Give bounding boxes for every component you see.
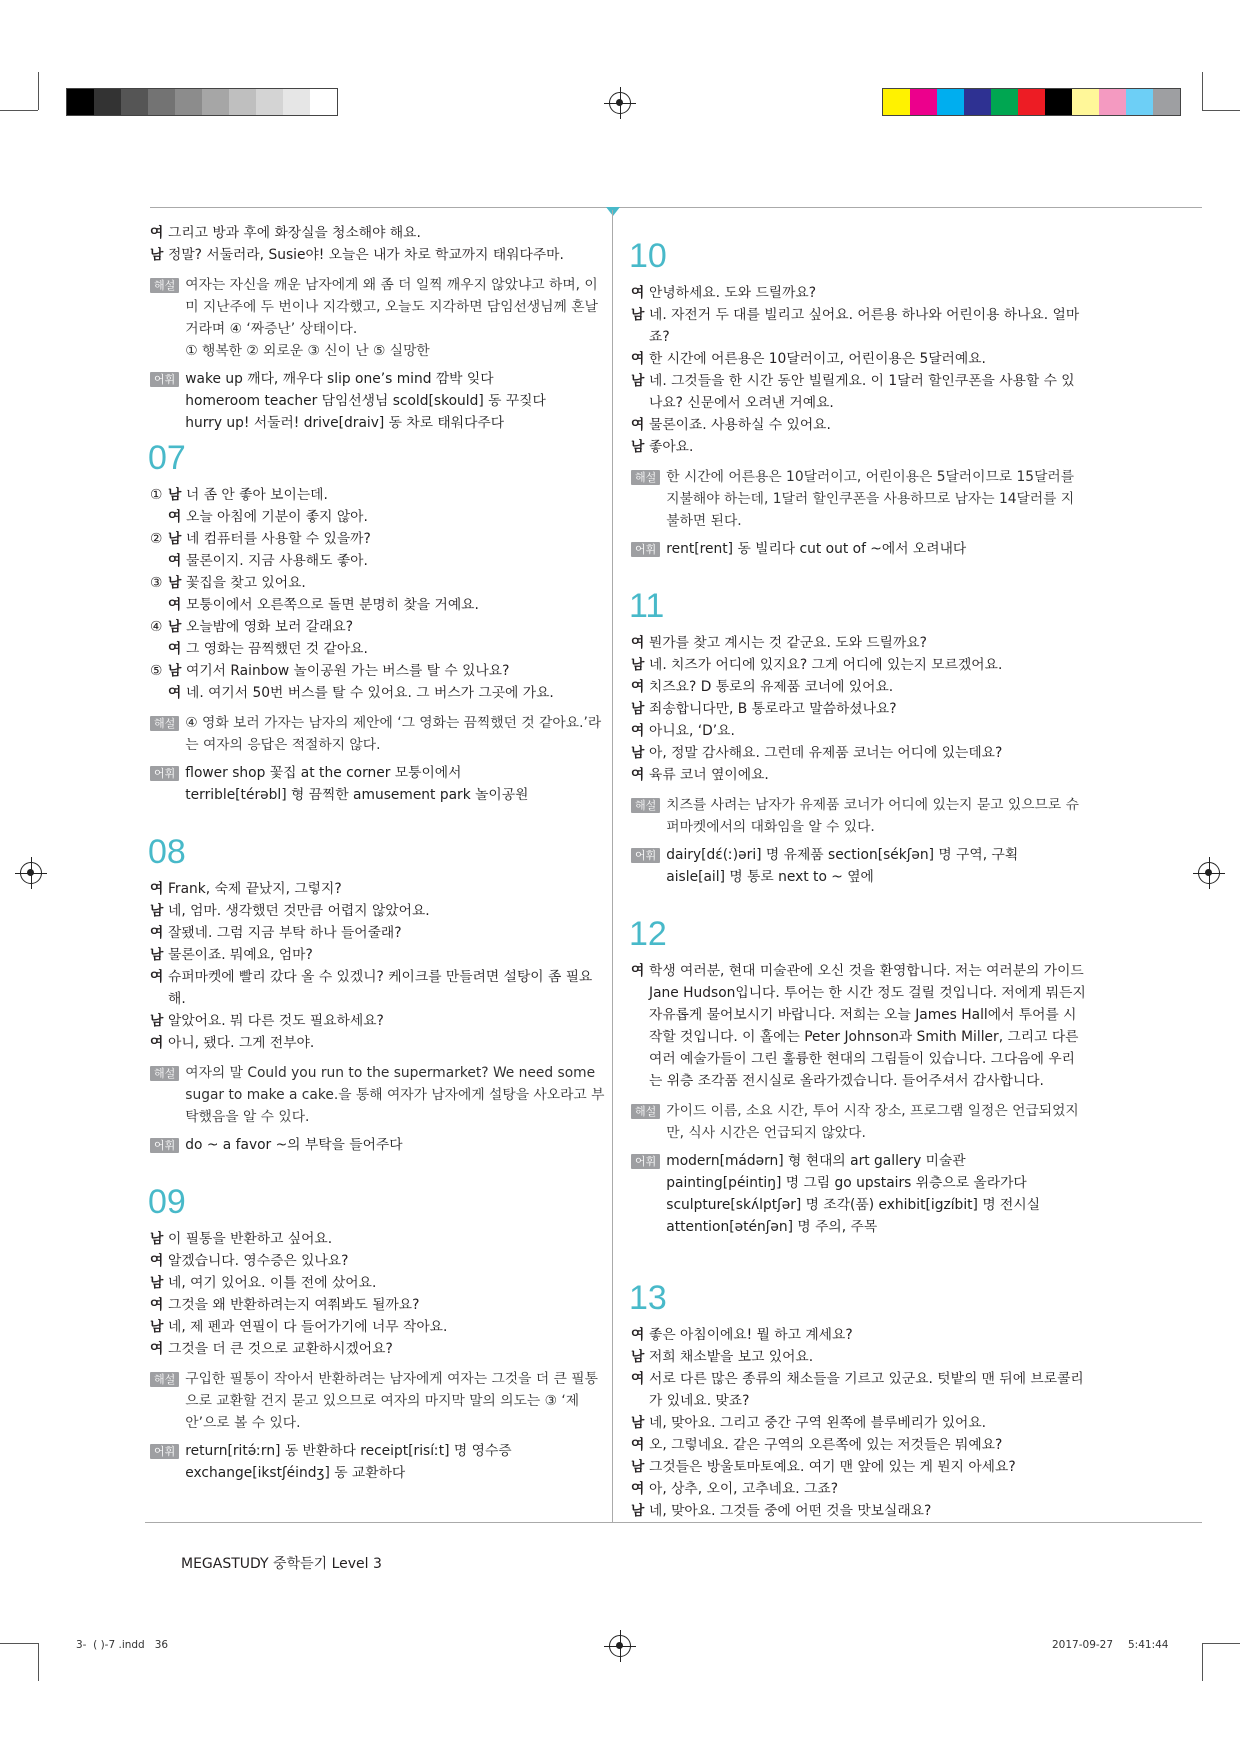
dialogue-row <box>150 900 605 922</box>
speaker: 남 <box>631 1503 645 1519</box>
dialogue-line: Frank, 숙제 끝났지, 그렇지? <box>168 881 342 897</box>
option-row <box>150 550 605 572</box>
registration-mark-icon <box>609 92 631 114</box>
dialogue-row <box>631 720 1086 742</box>
dialogue-line: 그것을 왜 반환하려는지 여쭤봐도 될까요? <box>168 1297 420 1313</box>
left-column <box>150 222 605 1484</box>
dialogue-row <box>631 1478 1086 1500</box>
option-row <box>150 594 605 616</box>
speaker: 여 <box>631 1437 645 1453</box>
question-number: 07 <box>148 439 186 477</box>
speaker: 남 <box>150 947 164 963</box>
speaker: 남 <box>168 663 182 679</box>
speaker: 남 <box>168 575 182 591</box>
speaker: 남 <box>168 531 182 547</box>
registration-mark-icon <box>20 862 42 884</box>
speaker: 여 <box>150 1035 164 1051</box>
dialogue-row <box>150 878 605 900</box>
dialogue-row <box>150 944 605 966</box>
option-number: ① <box>150 487 163 503</box>
vocab-tag: 어휘 <box>150 1138 179 1153</box>
dialogue-line: 아니, 됐다. 그게 전부야. <box>168 1035 315 1051</box>
right-column <box>631 232 1086 1522</box>
bottom-rule <box>145 1522 1202 1523</box>
dialogue-row <box>150 966 605 1010</box>
option-row <box>150 638 605 660</box>
dialogue-line: 아니요, ‘D’요. <box>649 723 735 739</box>
option-row <box>150 484 605 506</box>
speaker: 여 <box>150 1297 164 1313</box>
option-row <box>150 528 605 550</box>
speaker: 여 <box>150 1341 164 1357</box>
explanation-tag: 해설 <box>631 1104 660 1119</box>
vocab-tag: 어휘 <box>631 848 660 863</box>
dialogue-line: 이 필통을 반환하고 싶어요. <box>168 1231 333 1247</box>
vocab-line: modern[mádərn] 형 현대의 art gallery 미술관 <box>666 1153 966 1169</box>
speaker: 남 <box>631 373 645 389</box>
speaker: 여 <box>631 963 645 979</box>
slug-time: 5:41:44 <box>1128 1639 1169 1651</box>
dialogue-row <box>150 1316 605 1338</box>
vocab-line: flower shop 꽃집 at the corner 모퉁이에서 <box>185 765 462 781</box>
question-number: 09 <box>148 1183 186 1221</box>
dialogue-row <box>631 764 1086 786</box>
dialogue-line: 네. 그것들을 한 시간 동안 빌릴게요. 이 1달러 할인쿠폰을 사용할 수 있나요? 신문에서 오려낸 거예요. <box>649 373 1075 411</box>
explanation-text: 여자의 말 Could you run to the supermarket? We need some sugar to make a cake.을 통해 여자가 남자에게 설탕을 사오라고 부탁했음을 알 수 있다. <box>185 1065 605 1125</box>
color-swatch <box>910 89 937 115</box>
option-number: ④ <box>150 619 163 635</box>
speaker: 남 <box>168 619 182 635</box>
speaker: 남 <box>150 1013 164 1029</box>
explanation-tag: 해설 <box>631 798 660 813</box>
dialogue-line: 슈퍼마켓에 빨리 갔다 올 수 있겠니? 케이크를 만들려면 설탕이 좀 필요해. <box>168 969 593 1007</box>
speaker: 여 <box>631 1371 645 1387</box>
speaker: 여 <box>168 685 182 701</box>
speaker: 남 <box>150 1231 164 1247</box>
crop-mark <box>1202 72 1203 110</box>
speaker: 여 <box>168 641 182 657</box>
question-09 <box>150 1182 605 1484</box>
question-number: 08 <box>148 833 186 871</box>
color-swatch <box>121 89 148 115</box>
option-number: ③ <box>150 575 163 591</box>
dialogue-line: 오늘 아침에 기분이 좋지 않아. <box>186 509 368 525</box>
option-row <box>150 660 605 682</box>
question-08 <box>150 832 605 1156</box>
question-07 <box>150 438 605 806</box>
question-10 <box>631 236 1086 560</box>
dialogue-row <box>631 960 1086 1092</box>
question-11 <box>631 586 1086 888</box>
speaker: 여 <box>168 597 182 613</box>
dialogue-line: 꽃집을 찾고 있어요. <box>186 575 306 591</box>
dialogue-row <box>150 1338 605 1360</box>
explanation-text: 한 시간에 어른용은 10달러이고, 어린이용은 5달러이므로 15달러를 지불해야 하는데, 1달러 할인쿠폰을 사용하므로 남자는 14달러를 지불하면 된다. <box>666 469 1075 529</box>
slug-date: 2017-09-27 <box>1052 1639 1114 1651</box>
explanation-tag: 해설 <box>150 1066 179 1081</box>
explanation-tag: 해설 <box>150 1372 179 1387</box>
color-swatch <box>1126 89 1153 115</box>
section-continued <box>150 222 605 434</box>
crop-mark <box>38 1643 39 1681</box>
color-swatch <box>1018 89 1045 115</box>
answer-options: ① 행복한 ② 외로운 ③ 신이 난 ⑤ 실망한 <box>185 343 430 359</box>
speaker: 남 <box>631 745 645 761</box>
color-swatch <box>202 89 229 115</box>
dialogue-line: 네, 엄마. 생각했던 것만큼 어렵지 않았어요. <box>168 903 430 919</box>
vocab-tag: 어휘 <box>150 766 179 781</box>
explanation-text: 가이드 이름, 소요 시간, 투어 시작 장소, 프로그램 일정은 언급되었지만, 식사 시간은 언급되지 않았다. <box>666 1103 1079 1141</box>
dialogue-row <box>631 1500 1086 1522</box>
dialogue-line: 네 컴퓨터를 사용할 수 있을까? <box>186 531 371 547</box>
question-number: 13 <box>629 1279 667 1317</box>
dialogue-row <box>631 1346 1086 1368</box>
vocab-line: homeroom teacher 담임선생님 scold[skould] 동 꾸짖다 <box>185 393 546 409</box>
vocab-line: hurry up! 서둘러! drive[draiv] 동 차로 태워다주다 <box>185 415 505 431</box>
column-divider <box>612 210 613 1522</box>
dialogue-line: 알았어요. 뭐 다른 것도 필요하세요? <box>168 1013 384 1029</box>
crop-mark <box>1202 1643 1203 1681</box>
speaker: 남 <box>631 1349 645 1365</box>
dialogue-line: 오, 그렇네요. 같은 구역의 오른쪽에 있는 저것들은 뭐예요? <box>649 1437 1003 1453</box>
dialogue-line: 그것을 더 큰 것으로 교환하시겠어요? <box>168 1341 393 1357</box>
dialogue-row <box>150 1250 605 1272</box>
speaker: 여 <box>631 679 645 695</box>
color-swatch <box>283 89 310 115</box>
explanation-text: 구입한 필통이 작아서 반환하려는 남자에게 여자는 그것을 더 큰 필통으로 교환할 건지 묻고 있으므로 여자의 마지막 말의 의도는 ③ ‘제안’으로 볼 수 있다. <box>185 1371 598 1431</box>
dialogue-row <box>150 922 605 944</box>
gray-swatch-bar <box>66 88 338 116</box>
dialogue-line: 아, 정말 감사해요. 그런데 유제품 코너는 어디에 있는데요? <box>649 745 1003 761</box>
crop-mark <box>38 72 39 110</box>
dialogue-row <box>631 1434 1086 1456</box>
vocab-line: wake up 깨다, 깨우다 slip one’s mind 깜박 잊다 <box>185 371 494 387</box>
speaker: 여 <box>150 881 164 897</box>
vocab-line: terrible[térəbl] 형 끔찍한 amusement park 놀이공원 <box>185 787 529 803</box>
registration-mark-icon <box>609 1635 631 1657</box>
registration-mark-icon <box>1198 862 1220 884</box>
dialogue-row <box>631 414 1086 436</box>
speaker: 여 <box>631 1327 645 1343</box>
dialogue-line: 네. 치즈가 어디에 있지요? 그게 어디에 있는지 모르겠어요. <box>649 657 1003 673</box>
option-row <box>150 616 605 638</box>
speaker: 여 <box>168 509 182 525</box>
question-number: 11 <box>629 587 665 625</box>
speaker: 남 <box>150 247 164 263</box>
dialogue-line: 학생 여러분, 현대 미술관에 오신 것을 환영합니다. 저는 여러분의 가이드 Jane Hudson입니다. 투어는 한 시간 정도 걸릴 것입니다. 저에게 뭐든지 자유롭게 물어보시기 바랍니다. 저희는 오늘 James Hall에서 투어를 시작할 것입니다. 이 홀에는 Peter Johnson과 Smith Miller, 그리고 다른 여러 예술가들이 그린 훌륭한 현대의 그림들이 있습니다. 그다음에 우리는 위층 조각품 전시실로 올라가겠습니다. 들어주셔서 감사합니다. <box>649 963 1086 1089</box>
dialogue-line: 네, 제 펜과 연필이 다 들어가기에 너무 작아요. <box>168 1319 448 1335</box>
vocab-line: dairy[dɛ́(ː)əri] 명 유제품 section[sékʃən] 명 구역, 구획 <box>666 847 1019 863</box>
crop-mark <box>1202 110 1240 111</box>
color-swatch <box>1099 89 1126 115</box>
dialogue-row <box>631 282 1086 304</box>
dialogue-line: 그것들은 방울토마토예요. 여기 맨 앞에 있는 게 뭔지 아세요? <box>649 1459 1016 1475</box>
explanation-tag: 해설 <box>150 278 179 293</box>
dialogue-line: 뭔가를 찾고 계시는 것 같군요. 도와 드릴까요? <box>649 635 927 651</box>
dialogue-row <box>631 1412 1086 1434</box>
speaker: 여 <box>631 1481 645 1497</box>
dialogue-row <box>631 1324 1086 1346</box>
color-swatch <box>1045 89 1072 115</box>
vocab-tag: 어휘 <box>631 1154 660 1169</box>
color-swatch <box>229 89 256 115</box>
crop-mark <box>0 1643 38 1644</box>
explanation-text: 여자는 자신을 깨운 남자에게 왜 좀 더 일찍 깨우지 않았냐고 하며, 이미 지난주에 두 번이나 지각했고, 오늘도 지각하면 담임선생님께 혼날 거라며 ④ ‘짜증난’ 상태이다. <box>185 277 598 337</box>
vocab-line: return[ritə́ːrn] 동 반환하다 receipt[risíːt] 명 영수증 <box>185 1443 512 1459</box>
speaker: 남 <box>631 439 645 455</box>
dialogue-line: 서로 다른 많은 종류의 채소들을 기르고 있군요. 텃밭의 맨 뒤에 브로콜리가 있네요. 맞죠? <box>649 1371 1084 1409</box>
vocab-line: exchange[ikstʃéindʒ] 동 교환하다 <box>185 1465 406 1481</box>
vocab-tag: 어휘 <box>631 542 660 557</box>
dialogue-line: 여기서 Rainbow 놀이공원 가는 버스를 탈 수 있나요? <box>186 663 510 679</box>
dialogue-line: 오늘밤에 영화 보러 갈래요? <box>186 619 354 635</box>
dialogue-line: 죄송합니다만, B 통로라고 말씀하셨나요? <box>649 701 897 717</box>
dialogue-row <box>150 1228 605 1250</box>
color-swatch <box>94 89 121 115</box>
explanation-tag: 해설 <box>150 716 179 731</box>
dialogue-line: 좋은 아침이에요! 뭘 하고 계세요? <box>649 1327 853 1343</box>
dialogue-line: 너 좀 안 좋아 보이는데. <box>186 487 328 503</box>
dialogue-row <box>150 1032 605 1054</box>
dialogue-line: 육류 코너 옆이에요. <box>649 767 769 783</box>
dialogue-line: 안녕하세요. 도와 드릴까요? <box>649 285 817 301</box>
dialogue-line: 네. 자전거 두 대를 빌리고 싶어요. 어른용 하나와 어린이용 하나요. 얼마죠? <box>649 307 1080 345</box>
speaker: 남 <box>631 657 645 673</box>
option-row <box>150 572 605 594</box>
dialogue-line: 그리고 방과 후에 화장실을 청소해야 해요. <box>168 225 421 241</box>
dialogue-line: 물론이죠. 사용하실 수 있어요. <box>649 417 831 433</box>
option-row <box>150 682 605 704</box>
question-13 <box>631 1278 1086 1522</box>
crop-mark <box>1202 1643 1240 1644</box>
vocab-line: aisle[ail] 명 통로 next to ~ 옆에 <box>666 869 874 885</box>
dialogue-row <box>631 348 1086 370</box>
color-swatch <box>883 89 910 115</box>
vocab-line: do ~ a favor ~의 부탁을 들어주다 <box>185 1137 403 1153</box>
vocab-line: attention[əténʃən] 명 주의, 주목 <box>666 1219 878 1235</box>
speaker: 여 <box>631 285 645 301</box>
dialogue-row <box>631 742 1086 764</box>
question-12 <box>631 914 1086 1238</box>
speaker: 남 <box>150 1275 164 1291</box>
dialogue-line: 모퉁이에서 오른쪽으로 돌면 분명히 찾을 거예요. <box>186 597 479 613</box>
dialogue-line: 치즈요? D 통로의 유제품 코너에 있어요. <box>649 679 894 695</box>
speaker: 남 <box>631 1459 645 1475</box>
dialogue-row <box>631 676 1086 698</box>
option-number: ② <box>150 531 163 547</box>
color-swatch <box>310 89 337 115</box>
dialogue-line: 좋아요. <box>649 439 694 455</box>
color-swatch-bar <box>882 88 1181 116</box>
dialogue-row <box>150 1272 605 1294</box>
dialogue-line: 네, 여기 있어요. 이틀 전에 샀어요. <box>168 1275 377 1291</box>
speaker: 여 <box>150 925 164 941</box>
option-row <box>150 506 605 528</box>
dialogue-line: 물론이죠. 뭐예요, 엄마? <box>168 947 313 963</box>
dialogue-line: 정말? 서둘러라, Susie야! 오늘은 내가 차로 학교까지 태워다주마. <box>168 247 564 263</box>
dialogue-line: 네, 맞아요. 그리고 중간 구역 왼쪽에 블루베리가 있어요. <box>649 1415 987 1431</box>
slug-file: 3- ( )-7 .indd 36 <box>76 1639 169 1651</box>
speaker: 남 <box>631 1415 645 1431</box>
color-swatch <box>991 89 1018 115</box>
dialogue-line: 알겠습니다. 영수증은 있나요? <box>168 1253 349 1269</box>
dialogue-line: 아, 상추, 오이, 고추네요. 그죠? <box>649 1481 839 1497</box>
option-number: ⑤ <box>150 663 163 679</box>
vocab-tag: 어휘 <box>150 1444 179 1459</box>
vocab-tag: 어휘 <box>150 372 179 387</box>
dialogue-row <box>631 698 1086 720</box>
dialogue-line: 물론이지. 지금 사용해도 좋아. <box>186 553 368 569</box>
top-rule <box>150 207 1202 208</box>
vocab-line: sculpture[skʌ́lptʃər] 명 조각(품) exhibit[igzíbit] 명 전시실 <box>666 1197 1041 1213</box>
speaker: 여 <box>150 1253 164 1269</box>
dialogue-line: 그 영화는 끔찍했던 것 같아요. <box>186 641 368 657</box>
dialogue-row <box>631 654 1086 676</box>
speaker: 여 <box>631 635 645 651</box>
speaker: 여 <box>631 723 645 739</box>
question-number: 10 <box>629 237 667 275</box>
color-swatch <box>964 89 991 115</box>
dialogue-row <box>631 370 1086 414</box>
color-swatch <box>67 89 94 115</box>
speaker: 여 <box>150 969 164 985</box>
explanation-text: 치즈를 사려는 남자가 유제품 코너가 어디에 있는지 묻고 있으므로 슈퍼마켓에서의 대화임을 알 수 있다. <box>666 797 1079 835</box>
dialogue-row <box>150 1294 605 1316</box>
speaker: 남 <box>631 307 645 323</box>
top-triangle-icon <box>606 207 620 216</box>
color-swatch <box>148 89 175 115</box>
dialogue-line: 네. 여기서 50번 버스를 탈 수 있어요. 그 버스가 그곳에 가요. <box>186 685 554 701</box>
dialogue-row <box>631 1456 1086 1478</box>
color-swatch <box>1072 89 1099 115</box>
crop-mark <box>0 110 38 111</box>
speaker: 여 <box>168 553 182 569</box>
speaker: 남 <box>150 903 164 919</box>
question-number: 12 <box>629 915 667 953</box>
speaker: 남 <box>168 487 182 503</box>
dialogue-line: 네, 맞아요. 그것들 중에 어떤 것을 맛보실래요? <box>649 1503 932 1519</box>
explanation-tag: 해설 <box>631 470 660 485</box>
color-swatch <box>937 89 964 115</box>
dialogue-row <box>631 304 1086 348</box>
dialogue-row <box>150 1010 605 1032</box>
dialogue-line: 저희 채소밭을 보고 있어요. <box>649 1349 814 1365</box>
color-swatch <box>256 89 283 115</box>
speaker: 여 <box>150 225 164 241</box>
dialogue-row <box>631 436 1086 458</box>
vocab-line: painting[péintiŋ] 명 그림 go upstairs 위층으로 올라가다 <box>666 1175 1027 1191</box>
vocab-line: rent[rent] 동 빌리다 cut out of ~에서 오려내다 <box>666 541 967 557</box>
footer-title: MEGASTUDY 중학듣기 Level 3 <box>181 1556 382 1572</box>
speaker: 여 <box>631 417 645 433</box>
color-swatch <box>1153 89 1180 115</box>
dialogue-line: 잘됐네. 그럼 지금 부탁 하나 들어줄래? <box>168 925 402 941</box>
speaker: 남 <box>150 1319 164 1335</box>
dialogue-line: 한 시간에 어른용은 10달러이고, 어린이용은 5달러예요. <box>649 351 986 367</box>
color-swatch <box>175 89 202 115</box>
explanation-text: ④ 영화 보러 가자는 남자의 제안에 ‘그 영화는 끔찍했던 것 같아요.’라는 여자의 응답은 적절하지 않다. <box>185 715 602 753</box>
speaker: 여 <box>631 767 645 783</box>
speaker: 남 <box>631 701 645 717</box>
dialogue-row <box>631 632 1086 654</box>
dialogue-row <box>631 1368 1086 1412</box>
speaker: 여 <box>631 351 645 367</box>
